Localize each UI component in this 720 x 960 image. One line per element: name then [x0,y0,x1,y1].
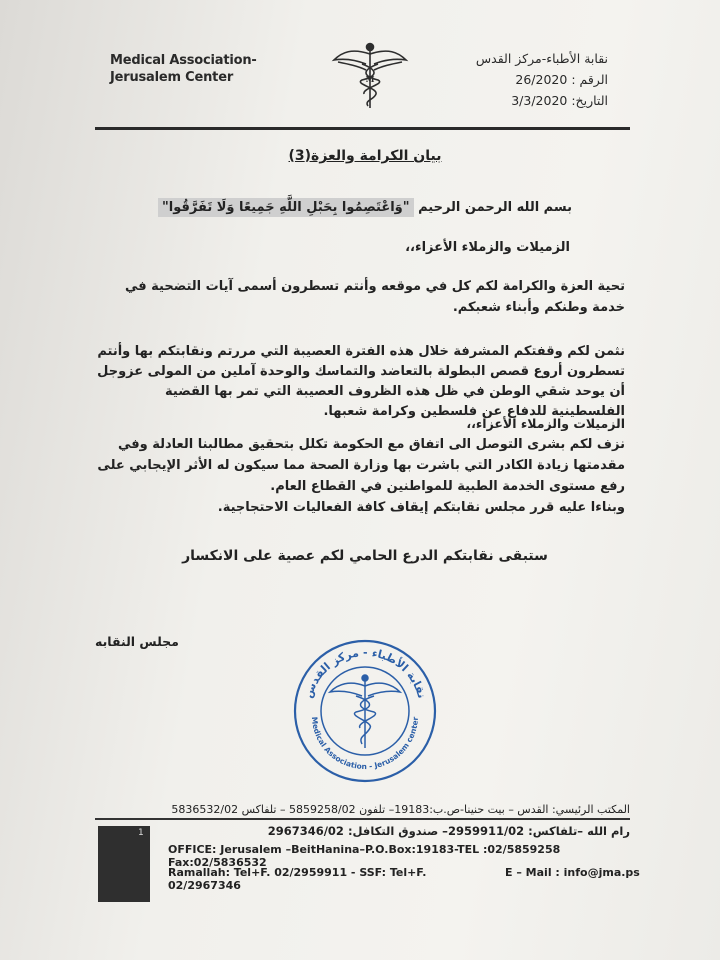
footer-ramallah-ar: رام الله –تلفاكس: 2959911/02– صندوق التكافل: 2967346/02 [267,824,630,838]
date-label: التاريخ: [571,93,608,108]
footer-divider [95,818,630,820]
paragraph-3: نزف لكم بشرى التوصل الى اتفاق مع الحكومة تكلل بتحقيق مطالبنا العادلة وفي مقدمتها زيادة الكادر التي باشرت بها وزارة الصحة مما سيكون له الأثر الإيجابي على رفع مستوى الخدمة الطبية للمواطنين في القطاع العام. [97,437,625,494]
quran-verse: "وَاعْتَصِمُوا بِحَبْلِ اللَّهِ جَمِيعًا وَلَا تَفَرَّقُوا" [158,198,414,217]
basmala-text: بسم الله الرحمن الرحيم [418,200,572,215]
stamp-english-text: Medical Association - Jerusalem center [309,716,421,772]
paragraph-3-4 [95,434,625,518]
association-stamp-icon [290,636,440,786]
footer-ramallah-en: Ramallah: Tel+F. 02/2959911 - SSF: Tel+F. 02/2967346 [168,866,427,892]
paragraph-2: نثمن لكم وقفتكم المشرفة خلال هذه الفترة العصيبة التي مررتم ونقابتكم بها وأنتم تسطرون أروع قصص البطولة بالتعاضد والتماسك والوحدة آملين من المولى عزوجل أن يوحد شقي الوطن في ظل هذه الظروف العصيبة التي تمر بها القضية الفلسطينية للدفاع عن فلسطين وكرامة شعبها. [97,344,625,419]
org-name-en: Medical Association-Jerusalem Center [110,53,257,85]
ref-line [408,69,608,90]
stamp-arabic-text: نقابة الأطباء - مركز القدس [301,646,429,700]
footer-address-ar: المكتب الرئيسي: القدس – بيت حنينا-ص.ب:19183– تلفون 5859258/02 – تلفاكس 5836532/02 [171,803,630,816]
caduceus-logo-icon [330,40,410,110]
ref-label: الرقم : [571,72,608,87]
date-value: 3/3/2020 [511,93,568,108]
basmala-line [150,200,580,215]
ref-value: 26/2020 [515,72,568,87]
council-signature: مجلس النقابه [95,634,179,649]
footer-email: E – Mail : info@jma.ps [505,866,640,879]
date-line [408,90,608,111]
page-number: 1 [138,828,144,838]
org-name-ar: نقابة الأطباء-مركز القدس [475,51,608,66]
svg-text:M: M [365,74,375,84]
header-divider [95,127,630,130]
statement-title: بيان الكرامة والعزة(3) [288,148,442,164]
org-header-ar [408,48,608,111]
footer-office-en: OFFICE: Jerusalem –BeitHanina–P.O.Box:19183-TEL :02/5859258 Fax:02/5836532 [168,843,561,869]
paragraph-1: تحية العزة والكرامة لكم كل في موقعه وأنتم تسطرون أسمى آيات التضحية في خدمة وطنكم وأبناء شعبكم. [124,279,625,315]
salutation-2: الزميلات والزملاء الأعزاء،، [466,416,625,431]
paragraph-4: وبناءا عليه قرر مجلس نقابتكم إيقاف كافة الفعاليات الاحتجاجية. [217,500,625,515]
salutation-1: الزميلات والزملاء الأعزاء،، [405,240,570,255]
closing-line: ستبقى نقابتكم الدرع الحامي لكم عصية على الانكسار [182,548,548,564]
